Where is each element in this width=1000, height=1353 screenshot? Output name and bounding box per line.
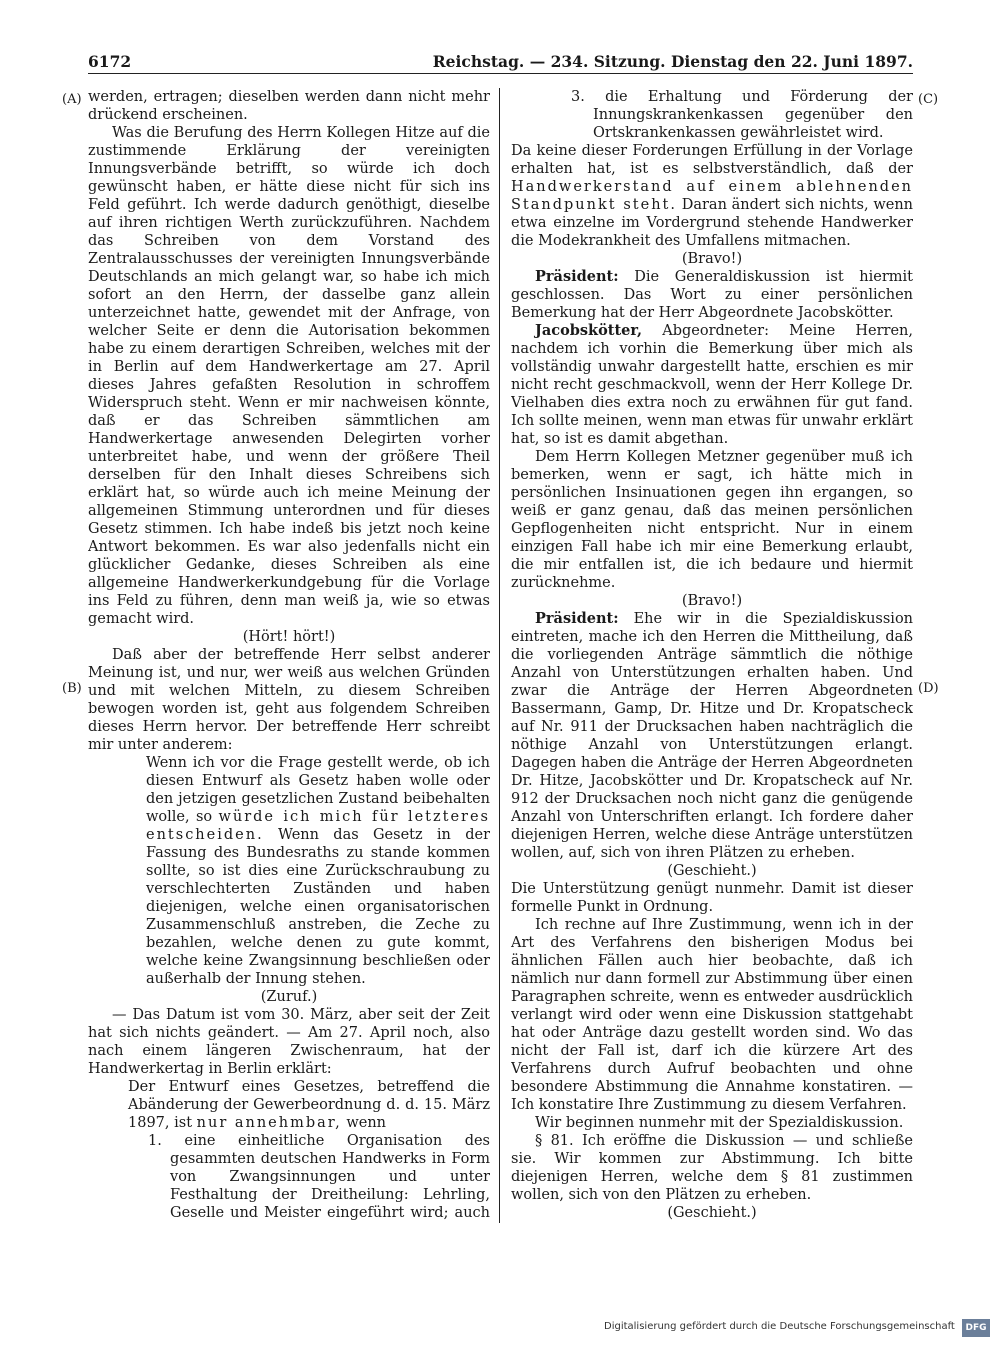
interjection: (Geschieht.) [667, 863, 757, 879]
quote-emphasis: nur annehmbar, [196, 1115, 342, 1131]
paragraph: § 81. Ich eröffne die Diskussion — und schließe sie. Wir kommen zur Abstimmung. Ich bitte diejenigen Herren, welche dem § 81 zustimmen wollen, sich von den Plätzen zu erheben. [511, 1133, 913, 1203]
paragraph: Die Unterstützung genügt nunmehr. Damit ist dieser formelle Punkt in Ordnung. [511, 881, 913, 915]
paragraph: Ich rechne auf Ihre Zustimmung, wenn ich in der Art des Verfahrens den bisherigen Modus bei ähnlichen Fällen auch hier beobachte, daß ich nämlich nur dann formell zur Abstimmung über einen Paragraphen schreite, wenn es entweder ausdrücklich verlangt wird oder wenn eine Diskussion stattgehabt hat oder Anträge dazu gestellt worden sind. Wo das nicht der Fall ist, darf ich die kürzere Art des Verfahrens durch Aufruf beobachten und ohne besondere Abstimmung die Annahme konstatiren. — Ich konstatire Ihre Zustimmung zu diesem Verfahren. [511, 917, 913, 1113]
quote-text: Wenn ich vor die Frage gestellt werde, ob ich diesen Entwurf als Gesetz haben wolle oder den jetzigen gesetzlichen Zustand beibehalten wolle, so [146, 755, 490, 825]
page-number: 6172 [88, 52, 132, 71]
running-title: Reichstag. — 234. Sitzung. Dienstag den 22. Juni 1897. [432, 52, 913, 71]
margin-marker-b: (B) [62, 681, 82, 696]
margin-marker-d: (D) [918, 681, 939, 696]
interjection: (Geschieht.) [667, 1205, 757, 1221]
quote-text: Der Entwurf eines Gesetzes, betreffend die Abänderung der Gewerbeordnung d. d. 15. März 1897, ist [128, 1079, 490, 1131]
speaker-name: Präsident: [535, 268, 619, 285]
right-column [511, 88, 913, 1223]
quote-text: wenn [346, 1115, 387, 1131]
paragraph: Wir beginnen nunmehr mit der Spezialdiskussion. [535, 1115, 904, 1131]
speech-text: Abgeordneter: Meine Herren, nachdem ich vorhin die Bemerkung über mich als vollständig unwahr dargestellt hatte, erschien es mir nicht recht geschmackvoll, wenn der Herr Kollege Dr. Vielhaben dies extra noch zu erwähnen für gut fand. Ich sollte meinen, wenn man etwas für unwahr erklärt hat, so ist es damit abgethan. [511, 323, 913, 447]
page-header [88, 48, 913, 74]
quote-emphasis: würde ich mich für letzteres entscheiden. [146, 809, 490, 843]
text: Daran ändert sich nichts, wenn etwa einzelne im Vordergrund stehende Handwerker die Modekrankheit des Umfallens mitmachen. [511, 197, 913, 249]
speech-text: Die Generaldiskussion ist hiermit geschlossen. Das Wort zu einer persönlichen Bemerkung hat der Herr Abgeordnete Jacobskötter. [511, 269, 913, 321]
speaker-paragraph [511, 610, 913, 862]
numbered-item: 3. die Erhaltung und Förderung der Innungskrankenkassen gegenüber den Ortskrankenkassen gewährleistet wird. [571, 89, 913, 141]
dfg-logo: DFG [962, 1319, 990, 1337]
header-rule [88, 73, 913, 74]
speaker-name: Jacobskötter, [535, 322, 643, 339]
paragraph [511, 142, 913, 250]
interjection: (Zuruf.) [260, 989, 318, 1005]
numbered-item: 1. eine einheitliche Organisation des gesammten deutschen Handwerks in Form von Zwangsinnungen und unter Festhaltung der Dreitheilung: Lehrling, Geselle und Meister eingeführt wird; auch [148, 1133, 490, 1221]
paragraph: Daß aber der betreffende Herr selbst anderer Meinung ist, und nur, wer weiß aus welchen Gründen und mit welchen Mitteln, zu diesem Schreiben bewogen worden ist, geht aus folgendem Schreiben dieses Herrn hervor. Der betreffende Herr schreibt mir unter anderem: [88, 647, 490, 753]
quotation [88, 754, 490, 988]
speaker-paragraph [511, 268, 913, 322]
speaker-name: Präsident: [535, 610, 619, 627]
paragraph: werden, ertragen; dieselben werden dann nicht mehr drückend erscheinen. [88, 89, 490, 123]
paragraph: Dem Herrn Kollegen Metzner gegenüber muß ich bemerken, wenn er sagt, ich hätte mich in persönlichen Insinuationen gegen ihn ergangen, so weiß er ganz genau, daß das meinen persönlichen Gepflogenheiten nicht entspricht. Nur in einem einzigen Fall habe ich mir eine Bemerkung erlaubt, die mir entfallen ist, die ich bedaure und hiermit zurücknehme. [511, 449, 913, 591]
quote-text: Wenn das Gesetz in der Fassung des Bundesraths zu stande kommen sollte, so ist dies eine Zurückschraubung zu verschlechterten Zuständen und haben diejenigen, welche einen organisatorischen Zusammenschluß anstreben, die Zeche zu bezahlen, welche denen zu gute kommt, welche keine Zwangsinnung beschließen oder außerhalb der Innung stehen. [146, 827, 490, 987]
text: Da keine dieser Forderungen Erfüllung in der Vorlage erhalten hat, ist es selbstverständlich, daß der [511, 143, 913, 177]
interjection: (Hört! hört!) [242, 629, 336, 645]
margin-marker-a: (A) [62, 92, 82, 107]
digitization-credit: Digitalisierung gefördert durch die Deutsche Forschungsgemeinschaft [604, 1321, 955, 1332]
paragraph: Was die Berufung des Herrn Kollegen Hitze auf die zustimmende Erklärung der vereinigten Innungsverbände betrifft, so würde ich doch gewünscht haben, er hätte diese nicht für sich ins Feld geführt. Ich werde dadurch genöthigt, dieselbe auf ihren richtigen Werth zurückzuführen. Nachdem das Schreiben von dem Vorstand des Zentralausschusses der vereinigten Innungsverbände Deutschlands an mich gelangt war, so habe ich mich sofort an den Herrn, der dasselbe ganz allein unterzeichnet hatte, gewendet mit der Anfrage, von welcher Seite er denn die Autorisation bekommen habe zu einem derartigen Schreiben, welches mit der in Berlin auf dem Handwerkertage am 27. April dieses Jahres gefaßten Resolution in schroffem Widerspruch steht. Wenn er mir nachweisen könnte, daß er das Schreiben sämmtlichen am Handwerkertage anwesenden Delegirten vorher unterbreitet habe, und wenn der größere Theil derselben für den Inhalt dieses Schreibens sich erklärt hat, so würde auch ich meine Meinung der allgemeinen Stimmung unterordnen und für dieses Gesetz stimmen. Ich habe indeß bis jetzt noch keine Antwort bekommen. Es war also jedenfalls nicht ein glücklicher Gedanke, dieses Schreiben als eine allgemeine Handwerkerkundgebung für die Vorlage ins Feld zu führen, denn man weiß ja, wie so etwas gemacht wird. [88, 125, 490, 627]
speaker-paragraph [511, 322, 913, 448]
paragraph [511, 1222, 913, 1223]
speech-text: Ehe wir in die Spezialdiskussion eintreten, mache ich den Herren die Mittheilung, daß die vorliegenden Anträge sämmtlich die nöthige Anzahl von Unterstützungen erhalten haben. Und zwar die Anträge der Herren Abgeordneten Bassermann, Gamp, Dr. Hitze und Dr. Kropatscheck auf Nr. 911 der Drucksachen haben nachträglich die nöthige Anzahl von Unterstützungen erlangt. Dagegen haben die Anträge der Herren Abgeordneten Dr. Hitze, Jacobskötter und Dr. Kropatscheck auf Nr. 912 der Drucksachen noch nicht ganz die genügende Anzahl von Unterschriften erlangt. Ich fordere daher diejenigen Herren, welche diese Anträge unterstützen wollen, auf, sich von ihren Plätzen zu erheben. [511, 611, 913, 861]
text-emphasis: Handwerkerstand auf einem ablehnenden Standpunkt steht. [511, 179, 913, 213]
margin-marker-c: (C) [918, 92, 939, 107]
interjection: (Bravo!) [681, 593, 743, 609]
interjection: (Bravo!) [681, 251, 743, 267]
paragraph: — Das Datum ist vom 30. März, aber seit der Zeit hat sich nichts geändert. — Am 27. April noch, also nach einem längeren Zwischenraum, hat der Handwerkertag in Berlin erklärt: [88, 1007, 490, 1077]
quotation [88, 1078, 490, 1132]
left-column [88, 88, 490, 1223]
column-divider [499, 88, 500, 1223]
